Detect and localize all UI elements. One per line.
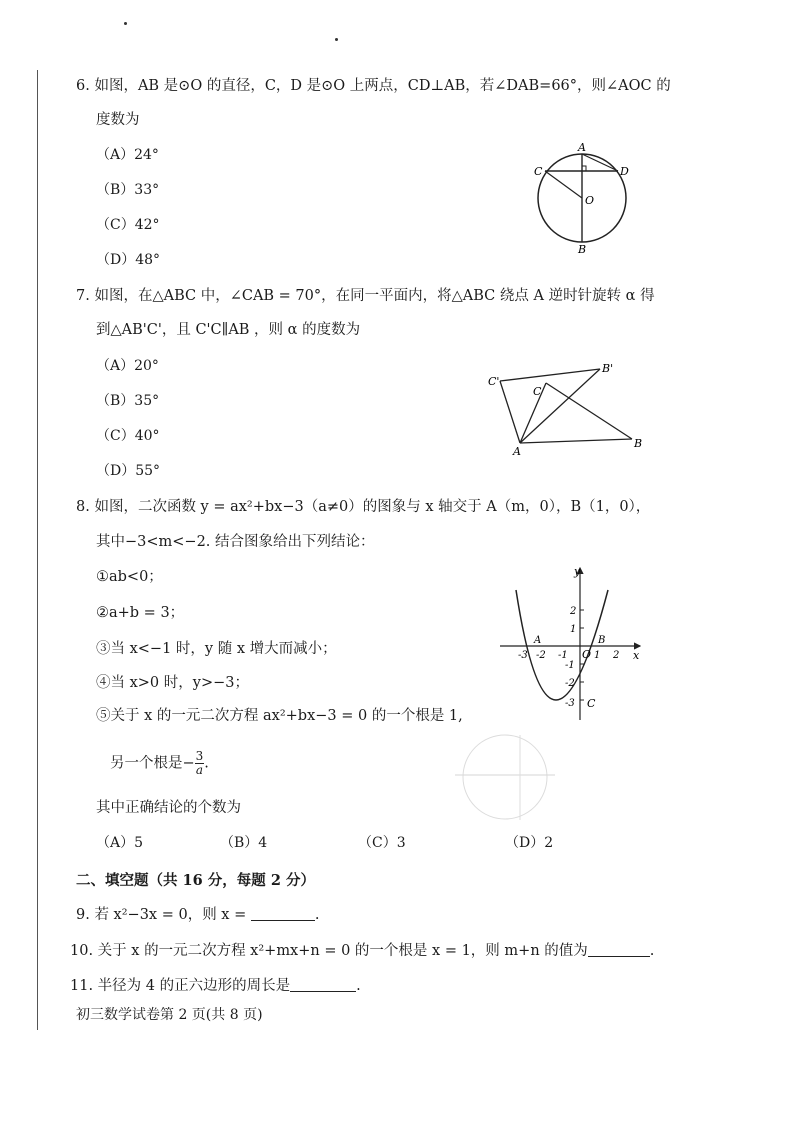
q8-y-tick-2: 2: [570, 606, 577, 617]
q8-option-c: （C）3: [358, 835, 406, 851]
q8-point-c: C: [587, 697, 596, 710]
q8-conclusion-3: ③当 x<−1 时，y 随 x 增大而减小；: [96, 641, 337, 657]
q7-text: 7. 如图，在△ABC 中，∠CAB = 70°，在同一平面内，将△ABC 绕点 A 逆时针旋转 α 得: [76, 288, 655, 304]
section-2-heading: 二、填空题（共 16 分，每题 2 分）: [76, 872, 315, 889]
q8-x-tick-neg3: -3: [518, 650, 528, 661]
q9-answer-blank[interactable]: [251, 906, 315, 921]
q8-root-numerator: 3: [195, 749, 204, 763]
q8-text: 8. 如图，二次函数 y = ax²+bx−3（a≠0）的图象与 x 轴交于 A（m，0），B（1，0），: [76, 499, 651, 515]
q8-axis-y: y: [574, 565, 581, 578]
q8-x-tick-1: 1: [594, 650, 601, 661]
q6-text: 6. 如图，AB 是⊙O 的直径，C，D 是⊙O 上两点，CD⊥AB，若∠DAB=66°，则∠AOC 的: [76, 78, 671, 94]
bleed-through-mark: [450, 725, 560, 835]
margin-line: [37, 70, 38, 1030]
q8-summary: 其中正确结论的个数为: [96, 800, 241, 816]
q6-option-d: （D）48°: [96, 252, 161, 268]
q6-option-c: （C）42°: [96, 217, 160, 233]
q6-label-o: O: [585, 194, 595, 207]
q8-other-root-prefix: 另一个根是−: [110, 755, 195, 772]
q8-origin-label: O: [582, 648, 592, 661]
q11-text: 11. 半径为 4 的正六边形的周长是: [70, 978, 291, 994]
q7-label-a: A: [513, 445, 521, 458]
q7-text-continued: 到△AB'C'，且 C'C∥AB ，则 α 的度数为: [96, 322, 361, 338]
q11-answer-blank[interactable]: [290, 977, 356, 992]
page-footer: 初三数学试卷第 2 页(共 8 页): [76, 1007, 263, 1023]
scan-speck: [124, 22, 127, 25]
q8-x-tick-2: 2: [613, 650, 620, 661]
q8-parabola-graph: [498, 560, 648, 722]
q8-y-tick-1: 1: [570, 624, 577, 635]
q7-label-c: C: [533, 385, 542, 398]
q6-text-continued: 度数为: [96, 112, 140, 128]
q10-suffix: .: [649, 943, 655, 959]
q11-suffix: .: [356, 978, 361, 994]
q7-label-b-prime: B': [602, 362, 614, 375]
q6-label-b: B: [578, 243, 587, 256]
q8-conclusion-1: ①ab<0；: [96, 569, 163, 585]
q8-root-denominator: a: [195, 763, 204, 777]
q8-conclusion-4: ④当 x>0 时，y>−3；: [96, 675, 249, 691]
q7-option-a: （A）20°: [96, 358, 159, 374]
q10-text: 10. 关于 x 的一元二次方程 x²+mx+n = 0 的一个根是 x = 1，则 m+n 的值为: [70, 943, 588, 959]
q6-label-a: A: [578, 141, 586, 154]
q8-conclusion-2: ②a+b = 3；: [96, 605, 185, 621]
q7-rotation-figure: [480, 355, 650, 460]
q8-option-a: （A）5: [96, 835, 144, 851]
q8-text-continued: 其中−3<m<−2. 结合图象给出下列结论：: [96, 534, 375, 550]
q7-option-b: （B）35°: [96, 393, 160, 409]
q9-text: 9. 若 x²−3x = 0，则 x =: [76, 907, 247, 923]
q7-option-d: （D）55°: [96, 463, 161, 479]
q8-point-b: B: [598, 635, 606, 646]
q6-label-c: C: [534, 165, 543, 178]
q9-suffix: .: [314, 907, 320, 923]
q8-conclusion-5: ⑤关于 x 的一元二次方程 ax²+bx−3 = 0 的一个根是 1,: [96, 708, 463, 724]
q10-answer-blank[interactable]: [588, 942, 650, 957]
q8-y-tick-neg3: -3: [565, 698, 575, 709]
q8-option-b: （B）4: [220, 835, 268, 851]
q8-other-root-suffix: .: [204, 755, 209, 772]
q7-option-c: （C）40°: [96, 428, 160, 444]
q8-root-fraction: [195, 750, 205, 777]
q7-label-b: B: [634, 437, 643, 450]
q7-label-c-prime: C': [488, 375, 500, 388]
q11: [70, 976, 361, 996]
q6-label-d: D: [620, 165, 629, 178]
q9: [76, 905, 319, 925]
q8-y-tick-neg2: -2: [565, 678, 575, 689]
q6-circle-figure: [525, 140, 645, 260]
q8-x-tick-neg2: -2: [536, 650, 546, 661]
q8-axis-x: x: [633, 649, 640, 662]
q10: [70, 941, 654, 961]
q8-x-tick-neg1: -1: [558, 650, 568, 661]
q8-y-tick-neg1: -1: [565, 660, 575, 671]
q8-point-a: A: [534, 635, 542, 646]
q8-other-root: [110, 750, 209, 777]
q6-option-a: （A）24°: [96, 147, 159, 163]
q8-option-d: （D）2: [505, 835, 554, 851]
q6-option-b: （B）33°: [96, 182, 160, 198]
scan-speck: [335, 38, 338, 41]
